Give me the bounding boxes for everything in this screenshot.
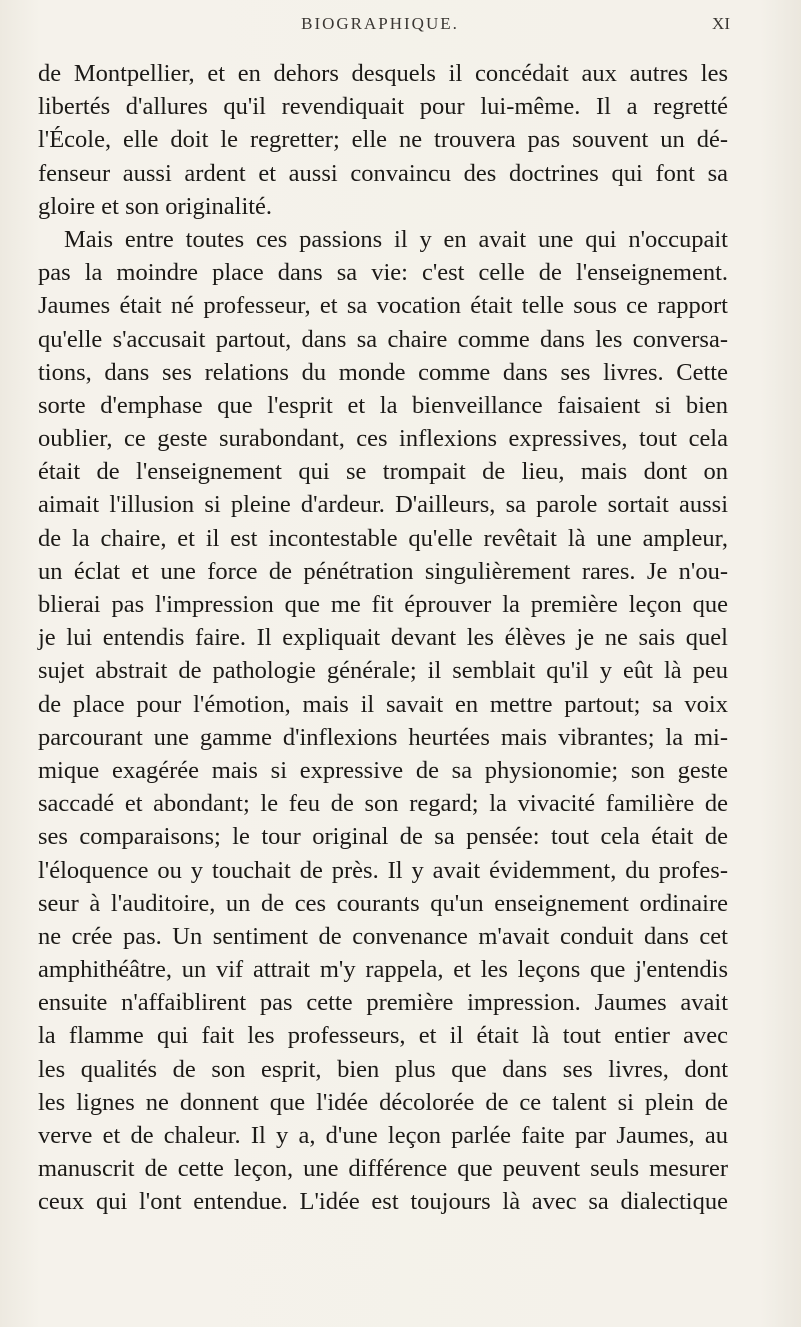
text-line: ensuite n'affaiblirent pas cette première impression. Jaumes avait <box>38 989 728 1017</box>
text-line: tions, dans ses relations du monde comme dans ses livres. Cette <box>38 358 728 386</box>
text-line: pas la moindre place dans sa vie: c'est celle de l'enseignement. <box>38 259 728 287</box>
text-line: seur à l'auditoire, un de ces courants qu'un enseignement ordinaire <box>38 889 728 917</box>
text-line: verve et de chaleur. Il y a, d'une leçon parlée faite par Jaumes, au <box>38 1122 728 1149</box>
text-line: gloire et son originalité. <box>38 192 273 220</box>
text-line: était de l'enseignement qui se trompait de lieu, mais dont on <box>38 458 728 486</box>
text-line: Jaumes était né professeur, et sa vocation était telle sous ce rapport <box>38 292 728 320</box>
text-line: je lui entendis faire. Il expliquait devant les élèves je ne sais quel <box>38 624 728 652</box>
text-line: les qualités de son esprit, bien plus que dans ses livres, dont <box>38 1055 728 1083</box>
text-line: la flamme qui fait les professeurs, et il était là tout entier avec <box>38 1022 728 1050</box>
page-number: XI <box>712 14 730 33</box>
text-line: fenseur aussi ardent et aussi convaincu des doctrines qui font sa <box>38 159 728 187</box>
text-line: Mais entre toutes ces passions il y en avait une qui n'occupait <box>64 225 728 253</box>
text-line: qu'elle s'accusait partout, dans sa chaire comme dans les conversa- <box>38 325 728 353</box>
text-line: sujet abstrait de pathologie générale; il semblait qu'il y eût là peu <box>38 657 728 685</box>
page-header <box>30 14 730 44</box>
text-line: amphithéâtre, un vif attrait m'y rappela, et les leçons que j'entendis <box>38 956 728 984</box>
text-line: ceux qui l'ont entendue. L'idée est toujours là avec sa dialectique <box>38 1188 728 1216</box>
text-line: sorte d'emphase que l'esprit et la bienveillance faisaient si bien <box>38 391 728 419</box>
text-line: ses comparaisons; le tour original de sa pensée: tout cela était de <box>38 823 728 851</box>
text-line: de la chaire, et il est incontestable qu'elle revêtait là une ampleur, <box>38 524 728 552</box>
text-line: un éclat et une force de pénétration singulièrement rares. Je n'ou- <box>38 557 728 585</box>
text-line: l'École, elle doit le regretter; elle ne trouvera pas souvent un dé- <box>38 126 728 154</box>
text-line: l'éloquence ou y touchait de près. Il y avait évidemment, du profes- <box>38 856 728 884</box>
running-title: BIOGRAPHIQUE. <box>301 14 459 33</box>
text-line: manuscrit de cette leçon, une différence que peuvent seuls mesurer <box>38 1155 728 1183</box>
text-line: mique exagérée mais si expressive de sa physionomie; son geste <box>38 756 728 784</box>
text-line: libertés d'allures qu'il revendiquait pour lui-même. Il a regretté <box>38 93 728 121</box>
text-line: ne crée pas. Un sentiment de convenance m'avait conduit dans cet <box>38 922 728 950</box>
body-text <box>38 57 728 1219</box>
text-line: saccadé et abondant; le feu de son regard; la vivacité familière de <box>38 790 728 818</box>
text-line: aimait l'illusion si pleine d'ardeur. D'ailleurs, sa parole sortait aussi <box>38 491 728 519</box>
text-line: de place pour l'émotion, mais il savait en mettre partout; sa voix <box>38 690 728 718</box>
text-line: oublier, ce geste surabondant, ces inflexions expressives, tout cela <box>38 425 728 453</box>
text-line: parcourant une gamme d'inflexions heurtées mais vibrantes; la mi- <box>38 723 728 751</box>
text-line: les lignes ne donnent que l'idée décolorée de ce talent si plein de <box>38 1088 728 1116</box>
text-line: blierai pas l'impression que me fit éprouver la première leçon que <box>38 591 728 618</box>
text-line: de Montpellier, et en dehors desquels il concédait aux autres les <box>38 60 728 87</box>
